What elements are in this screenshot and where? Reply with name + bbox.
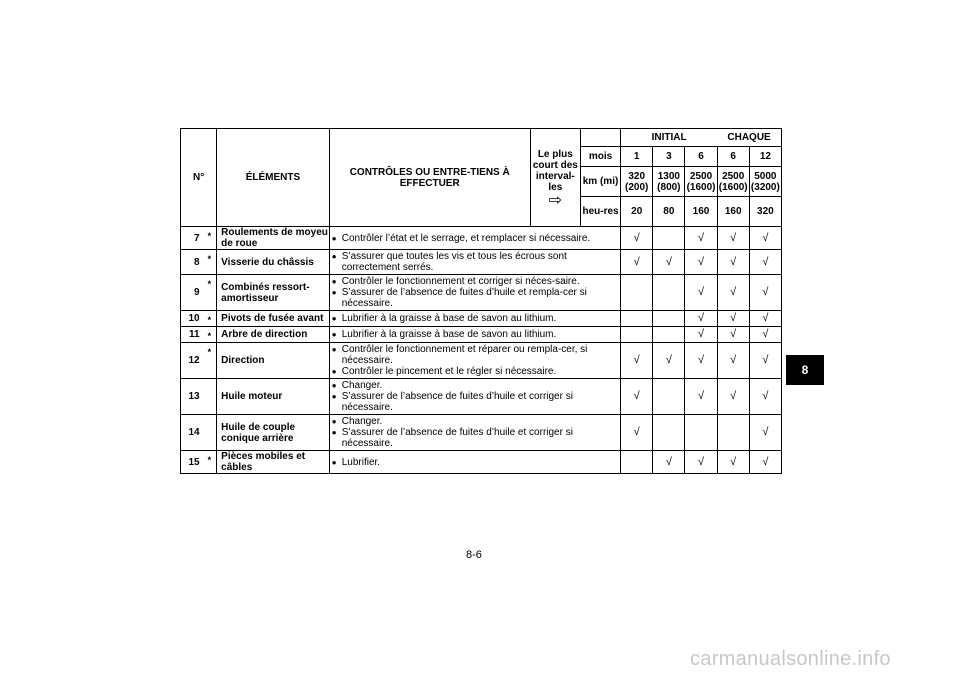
row-item: Roulements de moyeu de roue <box>217 227 330 250</box>
control-text: S’assurer de l’absence de fuites d’huile et rempla-cer si nécessaire. <box>341 287 587 309</box>
bullet-icon: ● <box>331 417 337 426</box>
control-line <box>332 287 618 309</box>
check-mark: √ <box>685 379 717 415</box>
bullet-icon: ● <box>331 288 337 297</box>
check-mark: √ <box>685 343 717 379</box>
control-line <box>332 233 618 244</box>
control-text: Contrôler le pincement et le régler si nécessaire. <box>341 366 557 377</box>
check-mark: √ <box>653 343 685 379</box>
row-item: Huile moteur <box>217 379 330 415</box>
header-hours-value: 160 <box>685 197 717 227</box>
bullet-icon: ● <box>331 381 337 390</box>
check-mark <box>653 327 685 343</box>
check-mark: √ <box>717 343 749 379</box>
control-text: Changer. <box>341 380 383 391</box>
control-line <box>332 366 618 377</box>
header-months-label: mois <box>580 147 620 167</box>
bullet-icon: ● <box>331 392 337 401</box>
check-mark <box>653 415 685 451</box>
check-mark: √ <box>685 311 717 327</box>
row-controls <box>329 227 620 250</box>
arrow-right-icon: ⇨ <box>548 192 563 209</box>
check-mark <box>621 311 653 327</box>
control-line <box>332 329 618 340</box>
table-row <box>181 250 782 275</box>
row-controls <box>329 311 620 327</box>
check-mark: √ <box>749 311 781 327</box>
dealer-star: * <box>203 311 217 327</box>
control-line <box>332 380 618 391</box>
bullet-icon: ● <box>331 367 337 376</box>
control-text: Contrôler le fonctionnement et corriger si néces-saire. <box>341 276 580 287</box>
check-mark: √ <box>749 275 781 311</box>
check-mark: √ <box>749 379 781 415</box>
check-mark <box>653 275 685 311</box>
check-mark <box>621 327 653 343</box>
maintenance-table <box>180 128 782 474</box>
row-controls <box>329 415 620 451</box>
row-number: 12 <box>181 343 203 379</box>
check-mark: √ <box>717 451 749 474</box>
check-mark: √ <box>749 227 781 250</box>
check-mark: √ <box>685 275 717 311</box>
check-mark: √ <box>717 379 749 415</box>
header-elements: ÉLÉMENTS <box>217 129 330 227</box>
check-mark: √ <box>653 250 685 275</box>
check-mark: √ <box>749 415 781 451</box>
header-hours-label: heu-res <box>580 197 620 227</box>
control-line <box>332 344 618 366</box>
bullet-icon: ● <box>331 277 337 286</box>
row-controls <box>329 327 620 343</box>
control-text: S’assurer de l’absence de fuites d’huile et corriger si nécessaire. <box>341 391 573 413</box>
row-number: 8 <box>181 250 203 275</box>
header-hours-value: 20 <box>621 197 653 227</box>
control-text: Lubrifier à la graisse à base de savon au lithium. <box>341 313 557 324</box>
check-mark: √ <box>685 250 717 275</box>
row-item: Direction <box>217 343 330 379</box>
bullet-icon: ● <box>331 330 337 339</box>
header-soonest <box>530 129 580 227</box>
row-number: 15 <box>181 451 203 474</box>
bullet-icon: ● <box>331 252 337 261</box>
header-km-value: 5000 (3200) <box>749 167 781 197</box>
header-months-value: 1 <box>621 147 653 167</box>
check-mark: √ <box>749 343 781 379</box>
row-number: 7 <box>181 227 203 250</box>
control-line <box>332 457 618 468</box>
table-row <box>181 379 782 415</box>
check-mark <box>653 379 685 415</box>
control-text: Lubrifier à la graisse à base de savon au lithium. <box>341 329 557 340</box>
control-text: S’assurer de l’absence de fuites d’huile et corriger si nécessaire. <box>341 427 573 449</box>
control-line <box>332 427 618 449</box>
dealer-star <box>203 415 217 451</box>
header-km-value: 1300 (800) <box>653 167 685 197</box>
dealer-star: * <box>203 343 217 379</box>
table-row <box>181 415 782 451</box>
row-number: 9 <box>181 275 203 311</box>
row-number: 14 <box>181 415 203 451</box>
check-mark: √ <box>717 250 749 275</box>
bullet-icon: ● <box>331 233 337 243</box>
row-controls <box>329 275 620 311</box>
dealer-star: * <box>203 327 217 343</box>
table-row <box>181 343 782 379</box>
header-months-value: 6 <box>685 147 717 167</box>
row-number: 10 <box>181 311 203 327</box>
control-text: Contrôler l’état et le serrage, et remplacer si nécessaire. <box>341 232 591 244</box>
table-row <box>181 275 782 311</box>
chapter-tab: 8 <box>786 355 824 385</box>
header-months-value: 12 <box>749 147 781 167</box>
bullet-icon: ● <box>331 345 337 354</box>
dealer-star: * <box>203 250 217 275</box>
check-mark: √ <box>717 311 749 327</box>
control-text: Changer. <box>341 416 383 427</box>
table-row <box>181 311 782 327</box>
check-mark: √ <box>717 327 749 343</box>
control-text: Contrôler le fonctionnement et réparer ou rempla-cer, si nécessaire. <box>341 344 588 366</box>
page-number: 8-6 <box>466 549 482 561</box>
control-line <box>332 416 618 427</box>
dealer-star: * <box>203 451 217 474</box>
header-controls <box>329 129 530 227</box>
header-soonest-text: Le plus court des interval-les <box>532 149 578 193</box>
check-mark: √ <box>685 327 717 343</box>
check-mark: √ <box>749 250 781 275</box>
row-controls <box>329 343 620 379</box>
table-row <box>181 227 782 250</box>
header-km-value: 2500 (1600) <box>717 167 749 197</box>
table-row <box>181 327 782 343</box>
watermark-text: carmanualsonline.info <box>690 648 891 670</box>
check-mark <box>621 451 653 474</box>
bullet-icon: ● <box>331 314 337 323</box>
bullet-icon: ● <box>331 457 337 467</box>
header-km-value: 320 (200) <box>621 167 653 197</box>
row-controls <box>329 379 620 415</box>
dealer-star <box>203 379 217 415</box>
check-mark: √ <box>621 379 653 415</box>
header-controls-text: CONTRÔLES OU ENTRE-TIENS À EFFECTUER <box>349 166 510 189</box>
check-mark: √ <box>621 227 653 250</box>
dealer-star: * <box>203 275 217 311</box>
row-controls <box>329 451 620 474</box>
check-mark: √ <box>621 415 653 451</box>
row-number: 11 <box>181 327 203 343</box>
header-hours-value: 160 <box>717 197 749 227</box>
row-item: Pivots de fusée avant <box>217 311 330 327</box>
row-controls <box>329 250 620 275</box>
check-mark: √ <box>717 275 749 311</box>
control-line <box>332 391 618 413</box>
header-hours-value: 320 <box>749 197 781 227</box>
header-every: CHAQUE <box>717 129 781 147</box>
header-initial: INITIAL <box>621 129 717 147</box>
header-hours-value: 80 <box>653 197 685 227</box>
header-months-value: 3 <box>653 147 685 167</box>
check-mark: √ <box>685 451 717 474</box>
header-label-blank <box>580 129 620 147</box>
check-mark: √ <box>621 250 653 275</box>
bullet-icon: ● <box>331 428 337 437</box>
check-mark: √ <box>621 343 653 379</box>
check-mark <box>621 275 653 311</box>
check-mark <box>653 227 685 250</box>
control-line <box>332 276 618 287</box>
check-mark: √ <box>685 227 717 250</box>
control-text: S’assurer que toutes les vis et tous les écrous sont correctement serrés. <box>341 251 567 273</box>
header-no: N° <box>181 129 217 227</box>
header-km-value: 2500 (1600) <box>685 167 717 197</box>
row-item: Huile de couple conique arrière <box>217 415 330 451</box>
row-item: Visserie du châssis <box>217 250 330 275</box>
check-mark: √ <box>653 451 685 474</box>
control-text: Lubrifier. <box>341 456 381 468</box>
row-number: 13 <box>181 379 203 415</box>
header-km-label: km (mi) <box>580 167 620 197</box>
check-mark: √ <box>717 227 749 250</box>
check-mark <box>653 311 685 327</box>
dealer-star: * <box>203 227 217 250</box>
control-line <box>332 251 618 273</box>
check-mark: √ <box>749 451 781 474</box>
table-row <box>181 451 782 474</box>
row-item: Combinés ressort-amortisseur <box>217 275 330 311</box>
check-mark: √ <box>749 327 781 343</box>
row-item: Pièces mobiles et câbles <box>217 451 330 474</box>
header-months-value: 6 <box>717 147 749 167</box>
row-item: Arbre de direction <box>217 327 330 343</box>
check-mark <box>685 415 717 451</box>
check-mark <box>717 415 749 451</box>
control-line <box>332 313 618 324</box>
